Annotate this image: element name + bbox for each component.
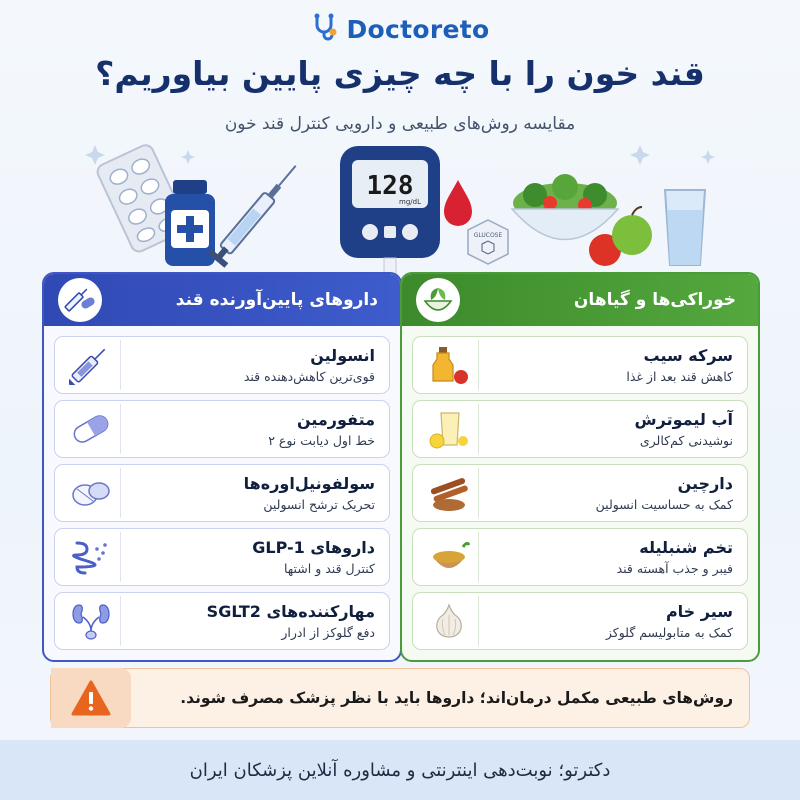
medicine-badge-icon — [58, 278, 102, 322]
syringe-icon — [61, 340, 121, 390]
warning-banner — [50, 668, 750, 728]
medicine-desc: کنترل قند و اشتها — [283, 560, 375, 576]
glucose-molecule-icon — [468, 220, 508, 264]
meter-reading: 128 — [366, 171, 414, 201]
lemon-juice-icon — [419, 404, 479, 454]
food-desc: نوشیدنی کم‌کالری — [639, 432, 733, 448]
page-subtitle: مقایسه روش‌های طبیعی و دارویی کنترل قند خون — [224, 114, 576, 134]
kidney-icon — [61, 596, 121, 646]
medicine-desc: تحریک ترشح انسولین — [263, 496, 375, 512]
brand-header — [0, 12, 800, 46]
footer — [0, 740, 800, 800]
food-title: تخم شنبلیله — [639, 537, 733, 557]
food-title: دارچین — [677, 473, 733, 493]
medicine-title: مهارکننده‌های SGLT2 — [206, 601, 375, 621]
food-card-apple-vinegar — [412, 336, 748, 394]
glucometer-icon — [340, 146, 440, 274]
food-card-cinnamon — [412, 464, 748, 522]
brand-name: Doctoreto — [346, 14, 490, 44]
intestine-icon — [61, 532, 121, 582]
medicine-title: داروهای GLP-1 — [252, 537, 375, 557]
food-desc: کاهش قند بعد از غذا — [626, 368, 733, 384]
medicine-card-sglt2 — [54, 592, 390, 650]
food-title: آب لیموترش — [634, 409, 733, 429]
medicine-desc: دفع گلوکز از ادرار — [281, 624, 375, 640]
warning-text: روش‌های طبیعی مکمل درمان‌اند؛ داروها باید با نظر پزشک مصرف شوند. — [180, 689, 733, 707]
capsule-icon — [61, 404, 121, 454]
apple-icon — [612, 215, 652, 255]
cinnamon-icon — [419, 468, 479, 518]
vinegar-icon — [419, 340, 479, 390]
syringe-hero-icon — [208, 159, 305, 268]
medicine-desc: قوی‌ترین کاهش‌دهنده قند — [243, 368, 375, 384]
medicine-card-insulin — [54, 336, 390, 394]
medicine-title: انسولین — [310, 345, 375, 365]
page-title: قند خون را با چه چیزی پایین بیاوریم؟ — [95, 54, 705, 93]
blood-drop-icon — [444, 180, 472, 226]
medicine-card-glp1 — [54, 528, 390, 586]
food-title: سرکه سیب — [643, 345, 733, 365]
glucose-label: GLUCOSE — [473, 232, 503, 239]
medicine-card-metformin — [54, 400, 390, 458]
herb-bowl-badge-icon — [416, 278, 460, 322]
foods-header — [402, 274, 758, 326]
foods-panel — [400, 272, 760, 662]
medicines-heading: داروهای پایین‌آورنده قند — [175, 290, 378, 310]
food-desc: فیبر و جذب آهسته قند — [616, 560, 733, 576]
medicine-desc: خط اول دیابت نوع ۲ — [268, 432, 375, 448]
meter-unit: mg/dL — [399, 198, 421, 206]
medicine-title: سولفونیل‌اوره‌ها — [243, 473, 375, 493]
food-desc: کمک به متابولیسم گلوکز — [605, 624, 733, 640]
food-card-fenugreek — [412, 528, 748, 586]
medicine-title: متفورمین — [296, 409, 375, 429]
fenugreek-icon — [419, 532, 479, 582]
food-card-lemon-juice — [412, 400, 748, 458]
garlic-icon — [419, 596, 479, 646]
water-glass-icon — [665, 190, 705, 265]
footer-text: دکترتو؛ نوبت‌دهی اینترنتی و مشاوره آنلاین پزشکان ایران — [189, 759, 611, 781]
doctoreto-logo-icon — [311, 12, 341, 46]
food-title: سیر خام — [665, 601, 733, 621]
medicines-panel — [42, 272, 402, 662]
salad-bowl-icon — [512, 174, 618, 240]
warning-icon — [51, 668, 131, 728]
medicine-card-sulfonylureas — [54, 464, 390, 522]
foods-heading: خوراکی‌ها و گیاهان — [573, 290, 736, 310]
pills-icon — [61, 468, 121, 518]
food-desc: کمک به حساسیت انسولین — [595, 496, 733, 512]
hero-illustration — [0, 140, 800, 275]
medicines-header — [44, 274, 400, 326]
food-card-garlic — [412, 592, 748, 650]
